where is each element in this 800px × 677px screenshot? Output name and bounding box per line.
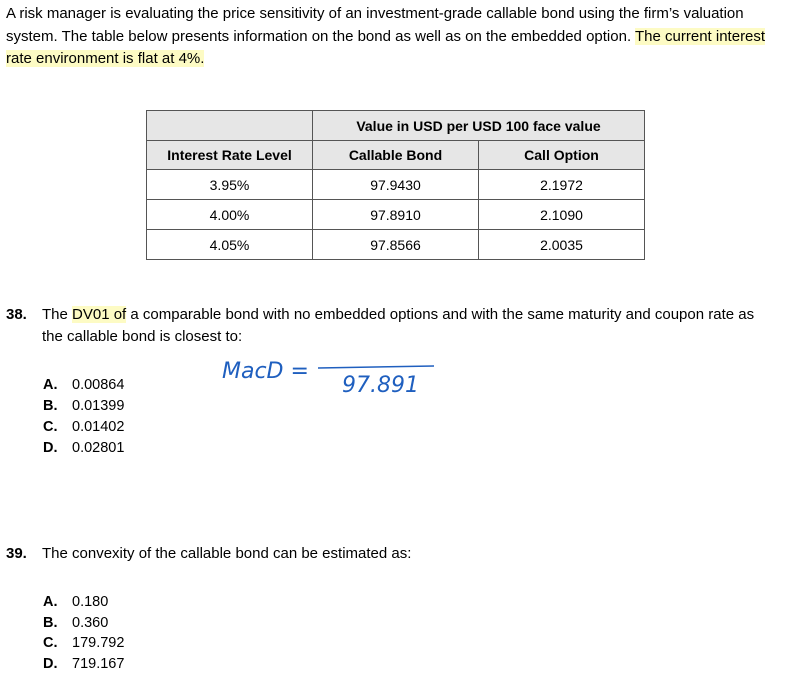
table-group-header: Value in USD per USD 100 face value bbox=[313, 111, 645, 141]
table-cell: 2.1090 bbox=[479, 200, 645, 230]
table-row bbox=[147, 200, 645, 230]
option-b[interactable] bbox=[43, 396, 124, 417]
question-highlight: DV01 of bbox=[72, 306, 127, 323]
intro-paragraph bbox=[6, 3, 791, 71]
option-text: 0.01399 bbox=[72, 398, 125, 414]
table-cell: 97.9430 bbox=[313, 170, 479, 200]
table-cell: 97.8910 bbox=[313, 200, 479, 230]
table-cell: 4.00% bbox=[147, 200, 313, 230]
option-a[interactable] bbox=[43, 375, 124, 396]
question-38 bbox=[6, 304, 786, 348]
table-cell: 97.8566 bbox=[313, 230, 479, 260]
table-row bbox=[147, 170, 645, 200]
column-header-rate: Interest Rate Level bbox=[147, 141, 313, 170]
option-text: 0.00864 bbox=[72, 377, 125, 393]
fraction-bar bbox=[318, 366, 434, 368]
option-b[interactable] bbox=[43, 613, 124, 634]
table-header-empty bbox=[147, 111, 313, 141]
option-text: 0.360 bbox=[72, 614, 109, 631]
question-number: 39. bbox=[6, 545, 27, 562]
option-text: 0.180 bbox=[72, 594, 109, 610]
intro-highlight: The current interest rate environment is flat at 4%. bbox=[6, 27, 766, 67]
option-letter: B. bbox=[43, 614, 58, 631]
annotation-denominator: 97.891 bbox=[342, 373, 419, 398]
option-letter: D. bbox=[43, 440, 58, 456]
table-cell: 4.05% bbox=[147, 230, 313, 260]
table-row bbox=[147, 230, 645, 260]
handwritten-annotation bbox=[218, 354, 438, 398]
option-letter: A. bbox=[43, 594, 58, 610]
question-39 bbox=[6, 543, 786, 565]
table-cell: 3.95% bbox=[147, 170, 313, 200]
option-d[interactable] bbox=[43, 654, 124, 675]
valuation-table bbox=[146, 110, 645, 260]
option-text: 719.167 bbox=[72, 655, 125, 672]
option-letter: C. bbox=[43, 635, 58, 651]
question-number: 38. bbox=[6, 306, 27, 323]
option-letter: A. bbox=[43, 377, 58, 393]
intro-text: A risk manager is evaluating the price sensitivity of an investment-grade callable bond using the firm’s valuation system. The table below presents information on the bond as well as on the embedded option. bbox=[6, 5, 744, 45]
option-c[interactable] bbox=[43, 417, 124, 438]
table-cell: 2.0035 bbox=[479, 230, 645, 260]
option-letter: D. bbox=[43, 655, 58, 672]
option-text: 179.792 bbox=[72, 635, 125, 651]
q39-options bbox=[43, 592, 124, 674]
question-text-line2: the callable bond is closest to: bbox=[42, 328, 243, 345]
option-letter: C. bbox=[43, 419, 58, 435]
column-header-bond: Callable Bond bbox=[313, 141, 479, 170]
question-text-part: The bbox=[42, 306, 73, 323]
option-text: 0.01402 bbox=[72, 419, 125, 435]
column-header-option: Call Option bbox=[479, 141, 645, 170]
option-d[interactable] bbox=[43, 438, 124, 459]
question-text-part: a comparable bond with no embedded options and with the same maturity and coupon rate as bbox=[126, 306, 755, 323]
option-letter: B. bbox=[43, 398, 58, 414]
question-text: The convexity of the callable bond can be estimated as: bbox=[42, 545, 412, 562]
option-c[interactable] bbox=[43, 633, 124, 654]
annotation-left: MacD = bbox=[222, 359, 309, 384]
option-text: 0.02801 bbox=[72, 440, 125, 456]
option-a[interactable] bbox=[43, 592, 124, 613]
q38-options bbox=[43, 375, 124, 459]
question-text bbox=[42, 304, 754, 348]
table-cell: 2.1972 bbox=[479, 170, 645, 200]
